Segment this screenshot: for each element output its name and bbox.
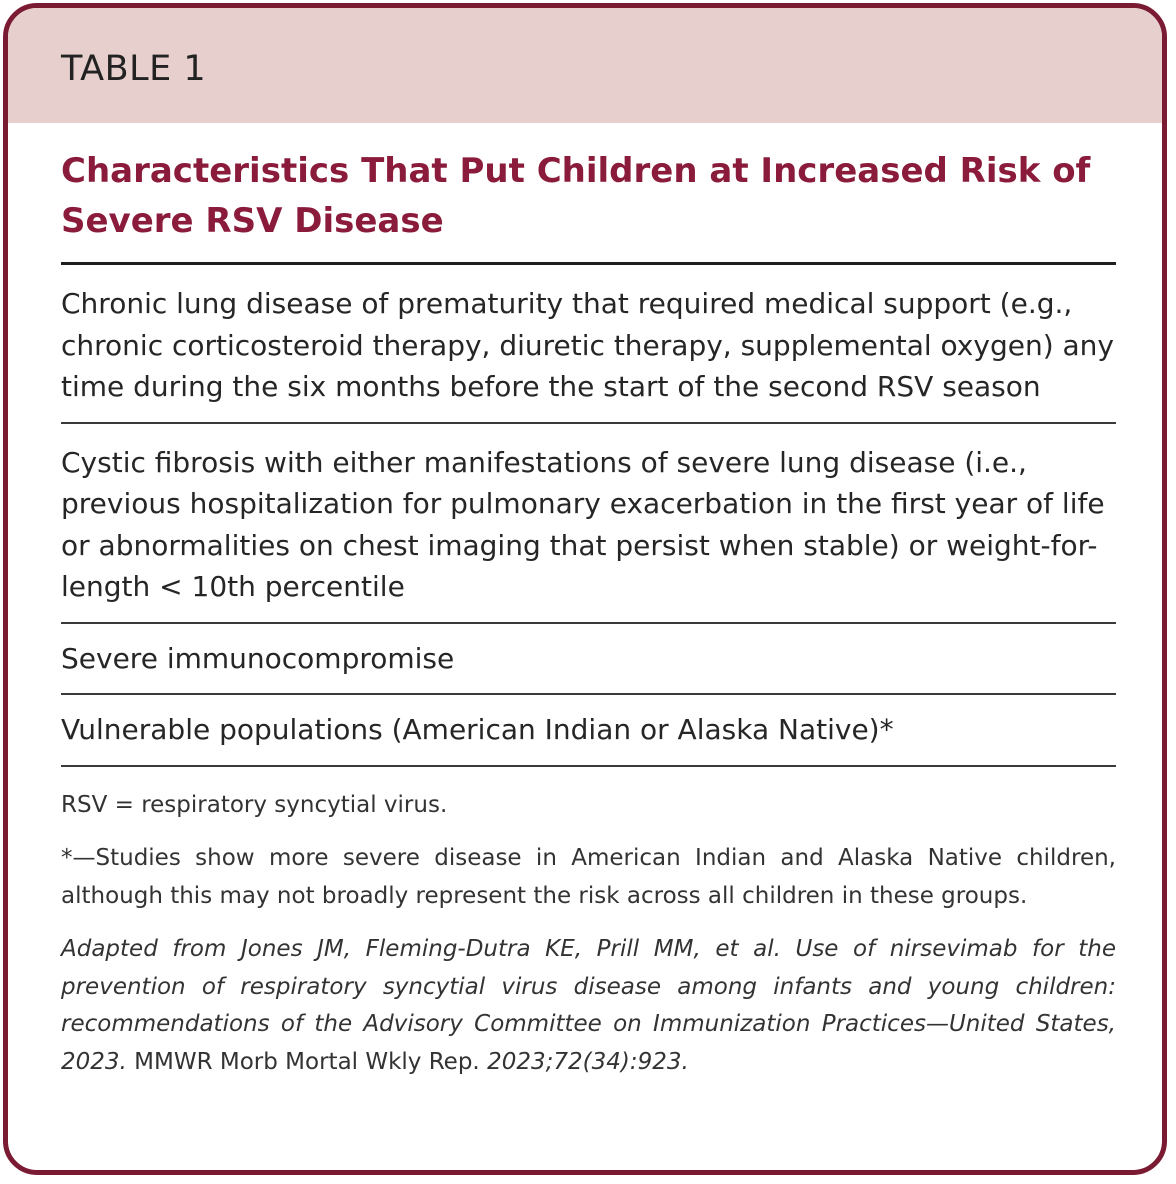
table-row: Cystic fibrosis with either manifestations of severe lung disease (i.e., previous hospitalization for pulmonary exacerbation in the first year of life or abnormalities on chest imaging that persist when stable) or weight-for-length < 10th percentile xyxy=(61,424,1116,624)
table-content xyxy=(61,146,1116,1081)
table-header-band xyxy=(8,8,1162,123)
source-citation xyxy=(61,931,1116,1081)
table-row: Chronic lung disease of prematurity that required medical support (e.g., chronic corticosteroid therapy, diuretic therapy, supplemental oxygen) any time during the six months before the start of the second RSV season xyxy=(61,265,1116,424)
table-title: Characteristics That Put Children at Increased Risk of Severe RSV Disease xyxy=(61,146,1116,265)
table-row: Severe immunocompromise xyxy=(61,624,1116,696)
table-row: Vulnerable populations (American Indian or Alaska Native)* xyxy=(61,695,1116,767)
asterisk-footnote: *—Studies show more severe disease in American Indian and Alaska Native children, although this may not broadly represent the risk across all children in these groups. xyxy=(61,845,1116,909)
source-citation-volume: 2023;72(34):923. xyxy=(487,1048,689,1075)
source-citation-title: Adapted from Jones JM, Fleming-Dutra KE, Prill MM, et al. Use of nirsevimab for the prevention of respiratory syncytial virus disease among infants and young children: recommendations of the Advisory Committee on Immunization Practices—United States, 2023. xyxy=(61,936,1116,1075)
table-label: TABLE 1 xyxy=(61,49,207,89)
table-frame xyxy=(3,3,1167,1175)
source-citation-journal: MMWR Morb Mortal Wkly Rep. xyxy=(126,1048,488,1075)
abbreviation-footnote: RSV = respiratory syncytial virus. xyxy=(61,791,448,818)
